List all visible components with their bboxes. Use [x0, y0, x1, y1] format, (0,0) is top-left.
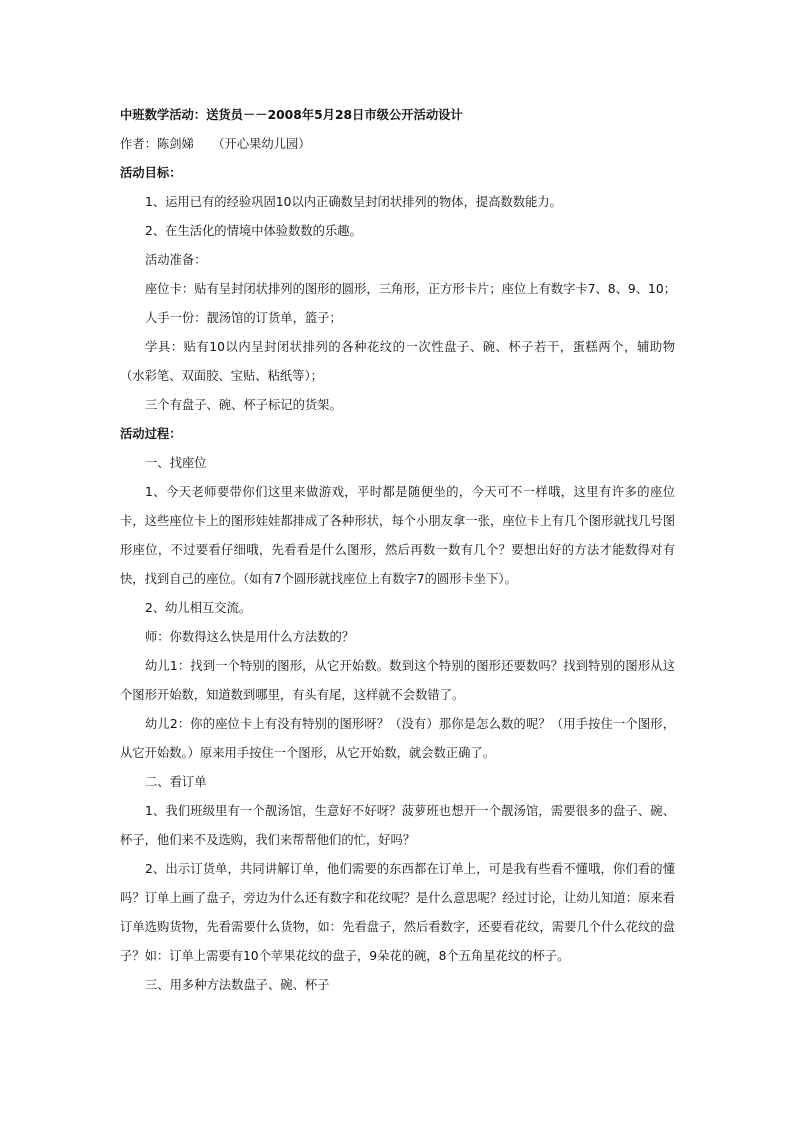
- prep-heading: 活动准备：: [145, 253, 207, 267]
- process-heading: 活动过程：: [120, 427, 182, 441]
- author-line: 作者：陈剑娣 （开心果幼儿园）: [120, 137, 311, 151]
- prep-seat-cards: 座位卡：贴有呈封闭状排列的图形的圆形，三角形，正方形卡片；座位上有数字卡7、8、9、10；: [145, 282, 676, 296]
- section-2-paragraph-2: 2、出示订货单，共同讲解订单，他们需要的东西都在订单上，可是我有些看不懂哦，你们看的懂吗？订单上画了盘子，旁边为什么还有数字和花纹呢？是什么意思呢？经过讨论，让幼儿知道：原来看订单选购货物，先看需要什么货物，如：先看盘子，然后看数字，还要看花纹，需要几个什么花纹的盘子？如：订单上需要有10个苹果花纹的盘子，9朵花的碗，8个五角星花纹的杯子。: [120, 862, 675, 963]
- prep-shelves: 三个有盘子、碗、杯子标记的货架。: [145, 398, 342, 412]
- section-1-paragraph-2: 2、幼儿相互交流。: [145, 601, 252, 615]
- section-1-paragraph-4: 幼儿1：找到一个特别的图形，从它开始数。数到这个特别的图形还要数吗？找到特别的图形从这个图形开始数，知道数到哪里，有头有尾，这样就不会数错了。: [120, 659, 675, 702]
- doc-title: 中班数学活动：送货员－－2008年5月28日市级公开活动设计: [120, 108, 463, 122]
- document-body: [120, 101, 675, 1000]
- prep-order-form: 人手一份：靓汤馆的订货单，篮子；: [145, 311, 342, 325]
- section-2-heading: 二、看订单: [145, 775, 207, 789]
- goal-1: 1、运用已有的经验巩固10以内正确数呈封闭状排列的物体，提高数数能力。: [145, 195, 562, 209]
- section-1-paragraph-1: 1、今天老师要带你们这里来做游戏，平时都是随便坐的，今天可不一样哦，这里有许多的座位卡，这些座位卡上的图形娃娃都排成了各种形状，每个小朋友拿一张，座位卡上有几个图形就找几号图形座位，不过要看仔细哦，先看看是什么图形，然后再数一数有几个？要想出好的方法才能数得对有快，找到自己的座位。（如有7个圆形就找座位上有数字7的圆形卡坐下）。: [120, 485, 675, 586]
- goals-heading: 活动目标：: [120, 166, 182, 180]
- section-1-paragraph-5: 幼儿2：你的座位卡上有没有特别的图形呀？（没有）那你是怎么数的呢？（用手按住一个图形，从它开始数。）原来用手按住一个图形，从它开始数，就会数正确了。: [120, 717, 675, 760]
- section-2-paragraph-1: 1、我们班级里有一个靓汤馆，生意好不好呀？菠萝班也想开一个靓汤馆，需要很多的盘子、碗、杯子，他们来不及选购，我们来帮帮他们的忙，好吗？: [120, 804, 675, 847]
- section-1-paragraph-3: 师：你数得这么快是用什么方法数的？: [145, 630, 355, 644]
- section-3-heading: 三、用多种方法数盘子、碗、杯子: [145, 978, 330, 992]
- prep-materials: 学具：贴有10以内呈封闭状排列的各种花纹的一次性盘子、碗、杯子若干，蛋糕两个，辅助物（水彩笔、双面胶、宝贴、粘纸等）；: [120, 340, 675, 383]
- goal-2: 2、在生活化的情境中体验数数的乐趣。: [145, 224, 362, 238]
- section-1-heading: 一、找座位: [145, 456, 207, 470]
